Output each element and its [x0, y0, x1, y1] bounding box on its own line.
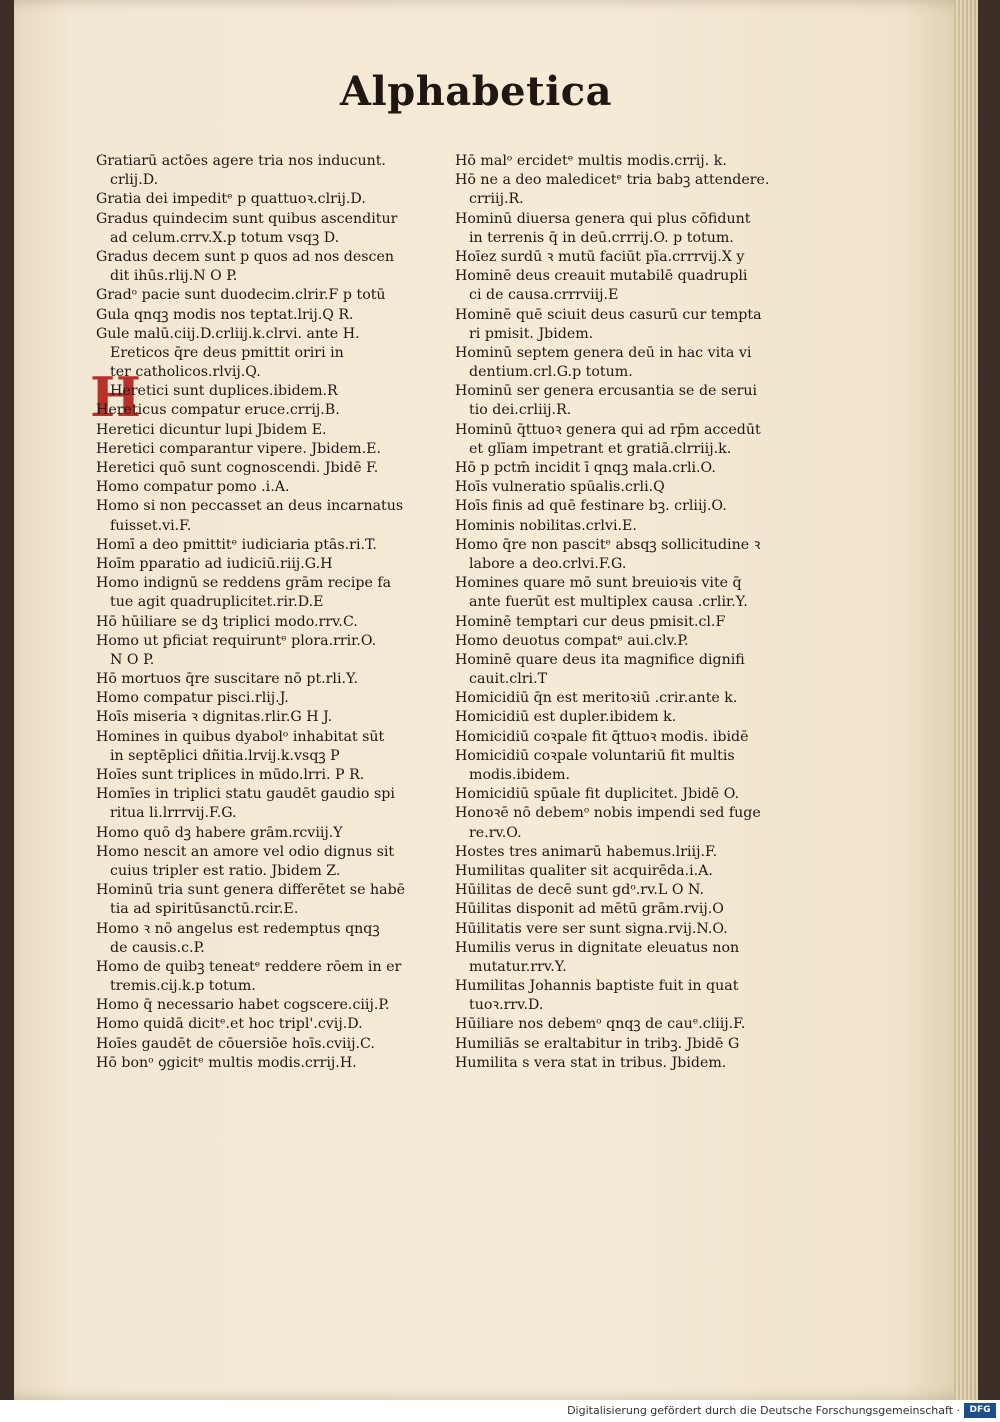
index-entry-line: Hūilitatis vere ser sunt signa.rvij.N.O. [455, 920, 728, 937]
index-entry-line: Hominū tria sunt genera differētet se habē [96, 882, 406, 899]
index-entry-line: et glīam impetrant et gratiā.clrriij.k. [469, 440, 732, 457]
footer-credit: Digitalisierung gefördert durch die Deutsche Forschungsgemeinschaft · [567, 1404, 960, 1417]
index-entry-line: Hūiliare nos debemᵒ qnqꝫ de cauᵉ.cliij.F. [455, 1016, 746, 1033]
index-entry-line: Humilita s vera stat in tribus. Jbidem. [455, 1054, 727, 1071]
index-entry-line: ri pmisit. Jbidem. [469, 325, 594, 342]
footer-bar [0, 1400, 1000, 1422]
index-entry-line: Homicidiū spūale fit duplicitet. Jbidē O. [455, 786, 740, 803]
index-entry-line: Gula qnqꝫ modis nos teptat.lrij.Q R. [96, 306, 354, 323]
index-entry-line: Hō mortuos q̄re suscitare nō pt.rli.Y. [96, 671, 359, 688]
index-entry-line: Homo q̄ necessario habet cogscere.ciij.P. [96, 997, 390, 1014]
rubricated-initial: H [90, 365, 142, 429]
index-entry-line: Hominē temptari cur deus pmisit.cl.F [455, 613, 726, 630]
index-entry-line: Heretici quō sunt cognoscendi. Jbidē F. [96, 460, 379, 476]
index-entry-line: Homo compatur pomo .i.A. [96, 479, 290, 496]
index-entry-line: ci de causa.crrrviij.E [469, 287, 619, 304]
index-entry-line: tia ad spiritūsanctū.rcir.E. [110, 901, 299, 918]
index-entry-line: dentium.crl.G.p totum. [469, 364, 633, 381]
index-entry-line: fuisset.vi.F. [110, 517, 192, 534]
index-entry-line: Gratiarū actōes agere tria nos inducunt. [96, 153, 386, 169]
index-entry-line: Homo ꝛ nō angelus est redemptus qnqꝫ [96, 920, 380, 937]
index-entry-line: N O P. [110, 651, 155, 668]
index-entry-line: Homo de quibꝫ teneatᵉ reddere rōem in er [96, 958, 402, 975]
index-entry-line: Homo si non peccasset an deus incarnatus [96, 498, 404, 515]
left-column [96, 152, 436, 1073]
index-entry-line: ante fuerūt est multiplex causa .crlir.Y. [469, 594, 748, 611]
index-entry-line: Homicidiū est dupler.ibidem k. [455, 709, 677, 726]
index-entry-line: Hominē deus creauit mutabilē quadrupli [455, 268, 748, 285]
index-entry-line: Hominū q̄ttuoꝛ genera qui ad rp̄m accedūt [455, 421, 761, 438]
index-entry-line: Hō bonᵒ ꝯgicitᵉ multis modis.crrij.H. [96, 1054, 357, 1071]
index-entry-line: Hoīes gaudēt de cōuersiōe hoīs.cviij.C. [96, 1035, 375, 1052]
index-entry-line: Hō ne a deo maledicetᵉ tria babꝫ attendere. [455, 172, 770, 189]
index-entry-line: Homo deuotus compatᵉ aui.clv.P. [455, 632, 689, 649]
page-edge [954, 0, 978, 1400]
index-entry-line: Homī a deo pmittitᵉ iudiciaria ptās.ri.T. [96, 536, 377, 553]
index-entry-line: modis.ibidem. [469, 767, 571, 783]
index-entry-line: ad celum.crrv.X.p totum vsqꝫ D. [110, 229, 340, 246]
index-entry-line: Hostes tres animarū habemus.lriij.F. [455, 843, 718, 860]
index-entry-line: Homo compatur pisci.rlij.J. [96, 690, 289, 707]
index-entry-line: cauit.clri.T [469, 671, 548, 688]
index-entry-line: Humilitas Johannis baptiste fuit in quat [455, 978, 739, 995]
page-title: Alphabetica [340, 68, 613, 115]
index-entry-line: Gule malū.ciij.D.crliij.k.clrvi. ante H. [96, 325, 360, 342]
index-entry-line: crlij.D. [110, 172, 159, 189]
index-entry-line: Hō hūiliare se dꝫ triplici modo.rrv.C. [96, 613, 358, 630]
index-entry-line: Hominū ser genera ercusantia se de serui [455, 383, 758, 400]
index-entry-line: Hominū diuersa genera qui plus cōfidunt [455, 210, 751, 227]
index-entry-line: Hoīs miseria ꝛ dignitas.rlir.G H J. [96, 709, 333, 726]
index-entry-line: Gradᵒ pacie sunt duodecim.clrir.F p totū [96, 287, 386, 304]
index-entry-line: Heretici dicuntur lupi Jbidem E. [96, 421, 327, 438]
index-entry-line: labore a deo.crlvi.F.G. [469, 555, 627, 572]
index-entry-line: Homo ut pficiat requiruntᵉ plora.rrir.O. [96, 632, 377, 649]
index-entry-line: Hominē quē sciuit deus casurū cur tempta [455, 306, 762, 323]
index-entry-line: Homicidiū coꝛpale voluntariū fit multis [455, 747, 735, 764]
index-entry-line: Hūilitas disponit ad mētū grām.rvij.O [455, 901, 724, 918]
index-entry-line: Hoīes sunt triplices in mūdo.lrri. P R. [96, 767, 365, 783]
index-entry-line: mutatur.rrv.Y. [469, 958, 567, 975]
index-entry-line: Homo nescit an amore vel odio dignus sit [96, 843, 395, 860]
index-entry-line: Hoīs vulneratio spūalis.crli.Q [455, 479, 665, 496]
index-entry-line: Hō p pctm̄ incidit ī qnqꝫ mala.crli.O. [455, 460, 716, 476]
index-entry-line: Homicidiū coꝛpale fit q̄ttuoꝛ modis. ibidē [455, 728, 749, 745]
index-entry-line: ter catholicos.rlvij.Q. [110, 364, 261, 381]
index-entry-line: Homines quare mō sunt breuioꝛis vite q̄ [455, 575, 742, 592]
index-entry-line: tremis.cij.k.p totum. [110, 978, 256, 995]
index-entry-line: Hūilitas de decē sunt gdᵒ.rv.L O N. [455, 882, 705, 899]
dfg-logo: DFG [964, 1403, 996, 1418]
index-entry-line: Honoꝛē nō debemᵒ nobis impendi sed fuge [455, 805, 761, 822]
index-entry-line: re.rv.O. [469, 824, 522, 841]
right-column [455, 152, 795, 1073]
index-entry-line: tuoꝛ.rrv.D. [469, 997, 544, 1014]
index-entry-line: Hereticus compatur eruce.crrij.B. [96, 402, 340, 419]
index-entry-line: Homo q̄re non pascitᵉ absqꝫ sollicitudine ꝛ [455, 536, 761, 553]
index-entry-line: Heretici sunt duplices.ibidem.R [110, 383, 338, 400]
index-entry-line: Homīes in triplici statu gaudēt gaudio spi [96, 786, 395, 803]
index-entry-line: Humiliās se eraltabitur in tribꝫ. Jbidē G [455, 1035, 740, 1052]
index-entry-line: in terrenis q̄ in deū.crrrij.O. p totum. [469, 229, 734, 246]
index-entry-line: dit ihūs.rlij.N O P. [110, 268, 238, 285]
index-entry-line: Hominis nobilitas.crlvi.E. [455, 517, 637, 534]
index-entry-line: Hoīez surdū ꝛ mutū faciūt pīa.crrrvij.X y [455, 248, 745, 265]
index-entry-line: Hoīs finis ad quē festinare bꝫ. crliij.O. [455, 498, 727, 515]
index-entry-line: Homo quidā dicitᵉ.et hoc tripl'.cvij.D. [96, 1016, 363, 1033]
index-entry-line: Homo indignū se reddens grām recipe fa [96, 575, 392, 592]
index-entry-line: Ereticos q̄re deus pmittit oriri in [110, 344, 344, 361]
index-entry-line: Gradus decem sunt p quos ad nos descen [96, 248, 395, 265]
index-entry-line: Heretici comparantur vipere. Jbidem.E. [96, 440, 382, 457]
index-entry-line: Humilitas qualiter sit acquirēda.i.A. [455, 862, 713, 879]
index-entry-line: de causis.c.P. [110, 939, 205, 956]
index-entry-line: cuius tripler est ratio. Jbidem Z. [110, 862, 341, 879]
index-entry-line: tio dei.crliij.R. [469, 402, 572, 419]
index-entry-line: Hominū septem genera deū in hac vita vi [455, 344, 752, 361]
index-entry-line: Homines in quibus dyabolᵒ inhabitat sūt [96, 728, 385, 745]
index-entry-line: Homicidiū q̄n est meritoꝛiū .crir.ante k. [455, 690, 738, 707]
index-entry-line: Gratia dei impeditᵉ p quattuoꝛ.clrij.D. [96, 191, 366, 208]
index-entry-line: Homo quō dꝫ habere grām.rcviij.Y [96, 824, 343, 841]
index-entry-line: Hominē quare deus ita magnifice dignifi [455, 651, 745, 668]
index-entry-line: Hō malᵒ ercidetᵉ multis modis.crrij. k. [455, 153, 727, 169]
index-entry-line: Gradus quindecim sunt quibus ascenditur [96, 210, 398, 227]
index-entry-line: tue agit quadruplicitet.rir.D.E [110, 594, 324, 611]
index-entry-line: in septēplici dñitia.lrvij.k.vsqꝫ P [110, 747, 340, 764]
index-entry-line: crriij.R. [469, 191, 524, 208]
index-entry-line: Hoīm pparatio ad iudiciū.riij.G.H [96, 555, 333, 572]
index-entry-line: ritua li.lrrrvij.F.G. [110, 805, 237, 822]
index-entry-line: Humilis verus in dignitate eleuatus non [455, 939, 740, 956]
